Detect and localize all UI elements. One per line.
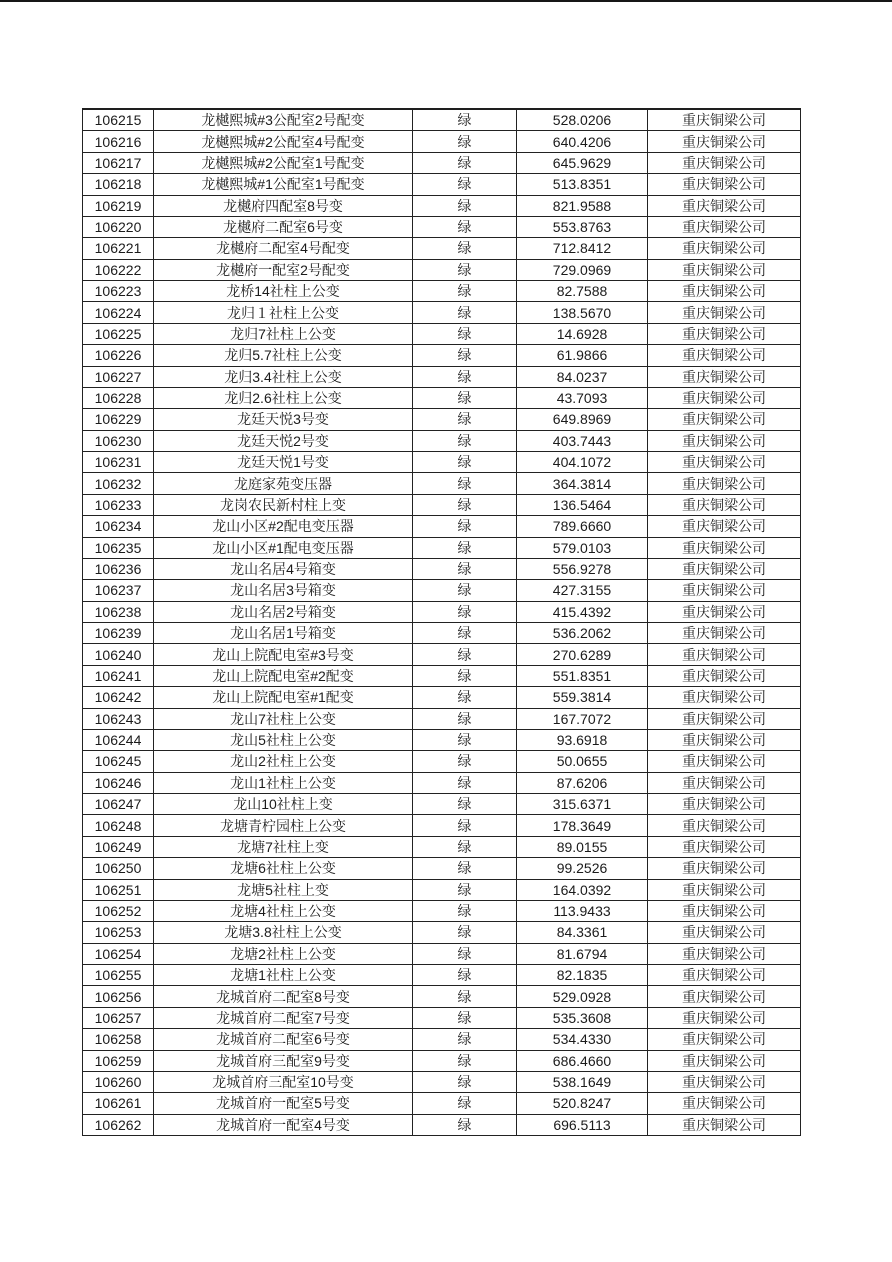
cell-name: 龙塘6社柱上公变 (154, 858, 413, 879)
cell-name: 龙塘1社柱上公变 (154, 965, 413, 986)
table-row (83, 644, 801, 665)
cell-value: 81.6794 (517, 943, 648, 964)
cell-name: 龙城首府三配室10号变 (154, 1071, 413, 1092)
cell-company: 重庆铜梁公司 (648, 152, 801, 173)
cell-value: 364.3814 (517, 473, 648, 494)
cell-name: 龙樾府二配室6号变 (154, 216, 413, 237)
cell-company: 重庆铜梁公司 (648, 836, 801, 857)
cell-id: 106226 (83, 345, 154, 366)
cell-value: 427.3155 (517, 580, 648, 601)
table-row (83, 1029, 801, 1050)
cell-status: 绿 (413, 986, 517, 1007)
cell-id: 106239 (83, 623, 154, 644)
cell-company: 重庆铜梁公司 (648, 943, 801, 964)
cell-status: 绿 (413, 1114, 517, 1135)
cell-company: 重庆铜梁公司 (648, 1114, 801, 1135)
cell-id: 106217 (83, 152, 154, 173)
cell-value: 99.2526 (517, 858, 648, 879)
cell-status: 绿 (413, 1071, 517, 1092)
cell-name: 龙城首府三配室9号变 (154, 1050, 413, 1071)
cell-name: 龙庭家苑变压器 (154, 473, 413, 494)
cell-status: 绿 (413, 687, 517, 708)
cell-company: 重庆铜梁公司 (648, 708, 801, 729)
cell-id: 106244 (83, 729, 154, 750)
cell-status: 绿 (413, 387, 517, 408)
cell-value: 579.0103 (517, 537, 648, 558)
cell-name: 龙归5.7社柱上公变 (154, 345, 413, 366)
table-row (83, 665, 801, 686)
cell-name: 龙山上院配电室#1配变 (154, 687, 413, 708)
page-top-edge (0, 0, 892, 2)
cell-company: 重庆铜梁公司 (648, 516, 801, 537)
table-row (83, 922, 801, 943)
cell-value: 138.5670 (517, 302, 648, 323)
cell-name: 龙廷天悦1号变 (154, 452, 413, 473)
cell-value: 553.8763 (517, 216, 648, 237)
cell-id: 106232 (83, 473, 154, 494)
cell-company: 重庆铜梁公司 (648, 302, 801, 323)
cell-status: 绿 (413, 815, 517, 836)
cell-company: 重庆铜梁公司 (648, 986, 801, 1007)
cell-company: 重庆铜梁公司 (648, 195, 801, 216)
cell-name: 龙城首府二配室6号变 (154, 1029, 413, 1050)
table-row (83, 195, 801, 216)
cell-company: 重庆铜梁公司 (648, 537, 801, 558)
cell-id: 106227 (83, 366, 154, 387)
cell-id: 106258 (83, 1029, 154, 1050)
cell-value: 520.8247 (517, 1093, 648, 1114)
cell-status: 绿 (413, 794, 517, 815)
cell-value: 84.3361 (517, 922, 648, 943)
table-row (83, 216, 801, 237)
cell-company: 重庆铜梁公司 (648, 216, 801, 237)
cell-name: 龙樾熙城#2公配室1号配变 (154, 152, 413, 173)
cell-name: 龙樾府一配室2号配变 (154, 259, 413, 280)
table-row (83, 1050, 801, 1071)
cell-value: 89.0155 (517, 836, 648, 857)
cell-name: 龙塘青柠园柱上公变 (154, 815, 413, 836)
table-row (83, 729, 801, 750)
cell-name: 龙岗农民新村柱上变 (154, 494, 413, 515)
cell-value: 113.9433 (517, 900, 648, 921)
cell-status: 绿 (413, 601, 517, 622)
table-row (83, 494, 801, 515)
cell-name: 龙归１社柱上公变 (154, 302, 413, 323)
cell-name: 龙塘7社柱上变 (154, 836, 413, 857)
cell-value: 93.6918 (517, 729, 648, 750)
cell-status: 绿 (413, 109, 517, 131)
cell-status: 绿 (413, 580, 517, 601)
cell-id: 106230 (83, 430, 154, 451)
cell-company: 重庆铜梁公司 (648, 409, 801, 430)
cell-status: 绿 (413, 494, 517, 515)
cell-value: 136.5464 (517, 494, 648, 515)
cell-status: 绿 (413, 473, 517, 494)
cell-id: 106236 (83, 558, 154, 579)
table-row (83, 858, 801, 879)
cell-name: 龙山名居3号箱变 (154, 580, 413, 601)
cell-name: 龙樾熙城#1公配室1号配变 (154, 174, 413, 195)
cell-id: 106229 (83, 409, 154, 430)
table-row (83, 986, 801, 1007)
table-row (83, 815, 801, 836)
cell-value: 178.3649 (517, 815, 648, 836)
cell-status: 绿 (413, 858, 517, 879)
cell-company: 重庆铜梁公司 (648, 815, 801, 836)
cell-id: 106245 (83, 751, 154, 772)
cell-id: 106257 (83, 1007, 154, 1028)
cell-status: 绿 (413, 259, 517, 280)
cell-name: 龙城首府二配室8号变 (154, 986, 413, 1007)
cell-value: 559.3814 (517, 687, 648, 708)
cell-value: 640.4206 (517, 131, 648, 152)
cell-status: 绿 (413, 836, 517, 857)
cell-status: 绿 (413, 302, 517, 323)
table-row (83, 452, 801, 473)
cell-id: 106215 (83, 109, 154, 131)
cell-name: 龙山上院配电室#2配变 (154, 665, 413, 686)
cell-name: 龙城首府二配室7号变 (154, 1007, 413, 1028)
cell-id: 106218 (83, 174, 154, 195)
table-row (83, 687, 801, 708)
cell-status: 绿 (413, 452, 517, 473)
cell-name: 龙山名居1号箱变 (154, 623, 413, 644)
cell-id: 106246 (83, 772, 154, 793)
table-row (83, 366, 801, 387)
table-row (83, 152, 801, 173)
transformer-table (82, 108, 801, 1136)
cell-value: 87.6206 (517, 772, 648, 793)
cell-name: 龙山小区#1配电变压器 (154, 537, 413, 558)
cell-company: 重庆铜梁公司 (648, 238, 801, 259)
cell-name: 龙山10社柱上变 (154, 794, 413, 815)
cell-company: 重庆铜梁公司 (648, 281, 801, 302)
table-row (83, 1071, 801, 1092)
cell-id: 106233 (83, 494, 154, 515)
cell-name: 龙山名居4号箱变 (154, 558, 413, 579)
cell-id: 106221 (83, 238, 154, 259)
table-row (83, 174, 801, 195)
cell-name: 龙樾府二配室4号配变 (154, 238, 413, 259)
cell-id: 106241 (83, 665, 154, 686)
cell-company: 重庆铜梁公司 (648, 623, 801, 644)
cell-company: 重庆铜梁公司 (648, 644, 801, 665)
cell-company: 重庆铜梁公司 (648, 131, 801, 152)
cell-id: 106259 (83, 1050, 154, 1071)
cell-company: 重庆铜梁公司 (648, 665, 801, 686)
cell-status: 绿 (413, 879, 517, 900)
cell-status: 绿 (413, 216, 517, 237)
cell-company: 重庆铜梁公司 (648, 1029, 801, 1050)
cell-status: 绿 (413, 558, 517, 579)
cell-value: 50.0655 (517, 751, 648, 772)
table-row (83, 601, 801, 622)
cell-company: 重庆铜梁公司 (648, 687, 801, 708)
cell-id: 106243 (83, 708, 154, 729)
cell-id: 106238 (83, 601, 154, 622)
table-row (83, 345, 801, 366)
cell-company: 重庆铜梁公司 (648, 858, 801, 879)
table-row (83, 965, 801, 986)
cell-company: 重庆铜梁公司 (648, 580, 801, 601)
cell-id: 106251 (83, 879, 154, 900)
cell-company: 重庆铜梁公司 (648, 879, 801, 900)
cell-id: 106249 (83, 836, 154, 857)
table-row (83, 751, 801, 772)
cell-company: 重庆铜梁公司 (648, 494, 801, 515)
table-row (83, 1093, 801, 1114)
cell-company: 重庆铜梁公司 (648, 430, 801, 451)
cell-company: 重庆铜梁公司 (648, 174, 801, 195)
cell-name: 龙山小区#2配电变压器 (154, 516, 413, 537)
cell-value: 712.8412 (517, 238, 648, 259)
cell-id: 106254 (83, 943, 154, 964)
cell-value: 167.7072 (517, 708, 648, 729)
cell-value: 556.9278 (517, 558, 648, 579)
cell-company: 重庆铜梁公司 (648, 1093, 801, 1114)
cell-company: 重庆铜梁公司 (648, 1071, 801, 1092)
cell-status: 绿 (413, 751, 517, 772)
cell-company: 重庆铜梁公司 (648, 772, 801, 793)
cell-status: 绿 (413, 943, 517, 964)
cell-company: 重庆铜梁公司 (648, 1007, 801, 1028)
cell-value: 43.7093 (517, 387, 648, 408)
cell-value: 729.0969 (517, 259, 648, 280)
cell-value: 84.0237 (517, 366, 648, 387)
cell-company: 重庆铜梁公司 (648, 1050, 801, 1071)
cell-company: 重庆铜梁公司 (648, 387, 801, 408)
cell-status: 绿 (413, 323, 517, 344)
cell-value: 535.3608 (517, 1007, 648, 1028)
cell-status: 绿 (413, 708, 517, 729)
cell-status: 绿 (413, 1093, 517, 1114)
cell-status: 绿 (413, 729, 517, 750)
cell-name: 龙桥14社柱上公变 (154, 281, 413, 302)
cell-status: 绿 (413, 131, 517, 152)
table-row (83, 323, 801, 344)
cell-id: 106242 (83, 687, 154, 708)
cell-name: 龙塘3.8社柱上公变 (154, 922, 413, 943)
cell-value: 403.7443 (517, 430, 648, 451)
cell-status: 绿 (413, 922, 517, 943)
cell-value: 696.5113 (517, 1114, 648, 1135)
cell-status: 绿 (413, 195, 517, 216)
cell-name: 龙归3.4社柱上公变 (154, 366, 413, 387)
cell-name: 龙山名居2号箱变 (154, 601, 413, 622)
cell-status: 绿 (413, 537, 517, 558)
cell-value: 164.0392 (517, 879, 648, 900)
cell-company: 重庆铜梁公司 (648, 922, 801, 943)
cell-id: 106256 (83, 986, 154, 1007)
table-row (83, 238, 801, 259)
cell-status: 绿 (413, 281, 517, 302)
cell-company: 重庆铜梁公司 (648, 601, 801, 622)
cell-value: 404.1072 (517, 452, 648, 473)
table-row (83, 1007, 801, 1028)
cell-status: 绿 (413, 516, 517, 537)
cell-value: 61.9866 (517, 345, 648, 366)
cell-id: 106222 (83, 259, 154, 280)
cell-id: 106237 (83, 580, 154, 601)
cell-company: 重庆铜梁公司 (648, 965, 801, 986)
table-row (83, 623, 801, 644)
cell-status: 绿 (413, 345, 517, 366)
cell-name: 龙廷天悦2号变 (154, 430, 413, 451)
cell-id: 106260 (83, 1071, 154, 1092)
cell-id: 106253 (83, 922, 154, 943)
cell-status: 绿 (413, 174, 517, 195)
cell-id: 106247 (83, 794, 154, 815)
cell-company: 重庆铜梁公司 (648, 259, 801, 280)
cell-status: 绿 (413, 900, 517, 921)
cell-name: 龙山1社柱上公变 (154, 772, 413, 793)
cell-id: 106228 (83, 387, 154, 408)
cell-value: 821.9588 (517, 195, 648, 216)
table-row (83, 131, 801, 152)
cell-value: 529.0928 (517, 986, 648, 1007)
cell-name: 龙山上院配电室#3号变 (154, 644, 413, 665)
cell-id: 106216 (83, 131, 154, 152)
cell-value: 551.8351 (517, 665, 648, 686)
table-row (83, 473, 801, 494)
cell-status: 绿 (413, 152, 517, 173)
cell-value: 534.4330 (517, 1029, 648, 1050)
cell-status: 绿 (413, 644, 517, 665)
cell-company: 重庆铜梁公司 (648, 109, 801, 131)
cell-name: 龙塘5社柱上变 (154, 879, 413, 900)
cell-id: 106231 (83, 452, 154, 473)
table-row (83, 409, 801, 430)
cell-company: 重庆铜梁公司 (648, 751, 801, 772)
cell-company: 重庆铜梁公司 (648, 558, 801, 579)
cell-company: 重庆铜梁公司 (648, 366, 801, 387)
cell-name: 龙山2社柱上公变 (154, 751, 413, 772)
table-row (83, 430, 801, 451)
cell-status: 绿 (413, 1050, 517, 1071)
cell-name: 龙归7社柱上公变 (154, 323, 413, 344)
cell-company: 重庆铜梁公司 (648, 729, 801, 750)
table-row (83, 558, 801, 579)
cell-name: 龙山5社柱上公变 (154, 729, 413, 750)
table-row (83, 836, 801, 857)
table-row (83, 259, 801, 280)
table-sheet (82, 108, 800, 1136)
table-row (83, 109, 801, 131)
table-row (83, 879, 801, 900)
table-row (83, 537, 801, 558)
cell-status: 绿 (413, 665, 517, 686)
cell-value: 536.2062 (517, 623, 648, 644)
table-row (83, 516, 801, 537)
cell-id: 106234 (83, 516, 154, 537)
cell-id: 106219 (83, 195, 154, 216)
cell-company: 重庆铜梁公司 (648, 323, 801, 344)
cell-name: 龙廷天悦3号变 (154, 409, 413, 430)
table-row (83, 580, 801, 601)
cell-id: 106261 (83, 1093, 154, 1114)
cell-company: 重庆铜梁公司 (648, 345, 801, 366)
cell-name: 龙樾熙城#2公配室4号配变 (154, 131, 413, 152)
cell-status: 绿 (413, 1029, 517, 1050)
cell-id: 106240 (83, 644, 154, 665)
cell-value: 513.8351 (517, 174, 648, 195)
cell-name: 龙归2.6社柱上公变 (154, 387, 413, 408)
cell-id: 106250 (83, 858, 154, 879)
table-row (83, 708, 801, 729)
cell-company: 重庆铜梁公司 (648, 452, 801, 473)
cell-company: 重庆铜梁公司 (648, 473, 801, 494)
cell-status: 绿 (413, 1007, 517, 1028)
table-row (83, 943, 801, 964)
cell-id: 106252 (83, 900, 154, 921)
cell-value: 82.1835 (517, 965, 648, 986)
table-row (83, 772, 801, 793)
cell-status: 绿 (413, 366, 517, 387)
cell-name: 龙樾熙城#3公配室2号配变 (154, 109, 413, 131)
cell-value: 270.6289 (517, 644, 648, 665)
cell-name: 龙塘4社柱上公变 (154, 900, 413, 921)
cell-status: 绿 (413, 430, 517, 451)
table-row (83, 794, 801, 815)
cell-value: 645.9629 (517, 152, 648, 173)
cell-value: 14.6928 (517, 323, 648, 344)
table-row (83, 302, 801, 323)
cell-id: 106255 (83, 965, 154, 986)
cell-status: 绿 (413, 772, 517, 793)
cell-id: 106262 (83, 1114, 154, 1135)
cell-id: 106248 (83, 815, 154, 836)
table-row (83, 281, 801, 302)
cell-value: 649.8969 (517, 409, 648, 430)
cell-company: 重庆铜梁公司 (648, 900, 801, 921)
cell-value: 686.4660 (517, 1050, 648, 1071)
cell-name: 龙城首府一配室4号变 (154, 1114, 413, 1135)
cell-status: 绿 (413, 409, 517, 430)
cell-status: 绿 (413, 238, 517, 259)
cell-status: 绿 (413, 965, 517, 986)
cell-value: 315.6371 (517, 794, 648, 815)
table-row (83, 1114, 801, 1135)
cell-value: 538.1649 (517, 1071, 648, 1092)
table-row (83, 900, 801, 921)
cell-status: 绿 (413, 623, 517, 644)
table-row (83, 387, 801, 408)
cell-id: 106225 (83, 323, 154, 344)
cell-value: 82.7588 (517, 281, 648, 302)
cell-value: 528.0206 (517, 109, 648, 131)
cell-value: 415.4392 (517, 601, 648, 622)
cell-value: 789.6660 (517, 516, 648, 537)
cell-id: 106224 (83, 302, 154, 323)
cell-name: 龙城首府一配室5号变 (154, 1093, 413, 1114)
cell-name: 龙樾府四配室8号变 (154, 195, 413, 216)
cell-name: 龙塘2社柱上公变 (154, 943, 413, 964)
cell-name: 龙山7社柱上公变 (154, 708, 413, 729)
cell-id: 106220 (83, 216, 154, 237)
cell-id: 106223 (83, 281, 154, 302)
cell-company: 重庆铜梁公司 (648, 794, 801, 815)
cell-id: 106235 (83, 537, 154, 558)
